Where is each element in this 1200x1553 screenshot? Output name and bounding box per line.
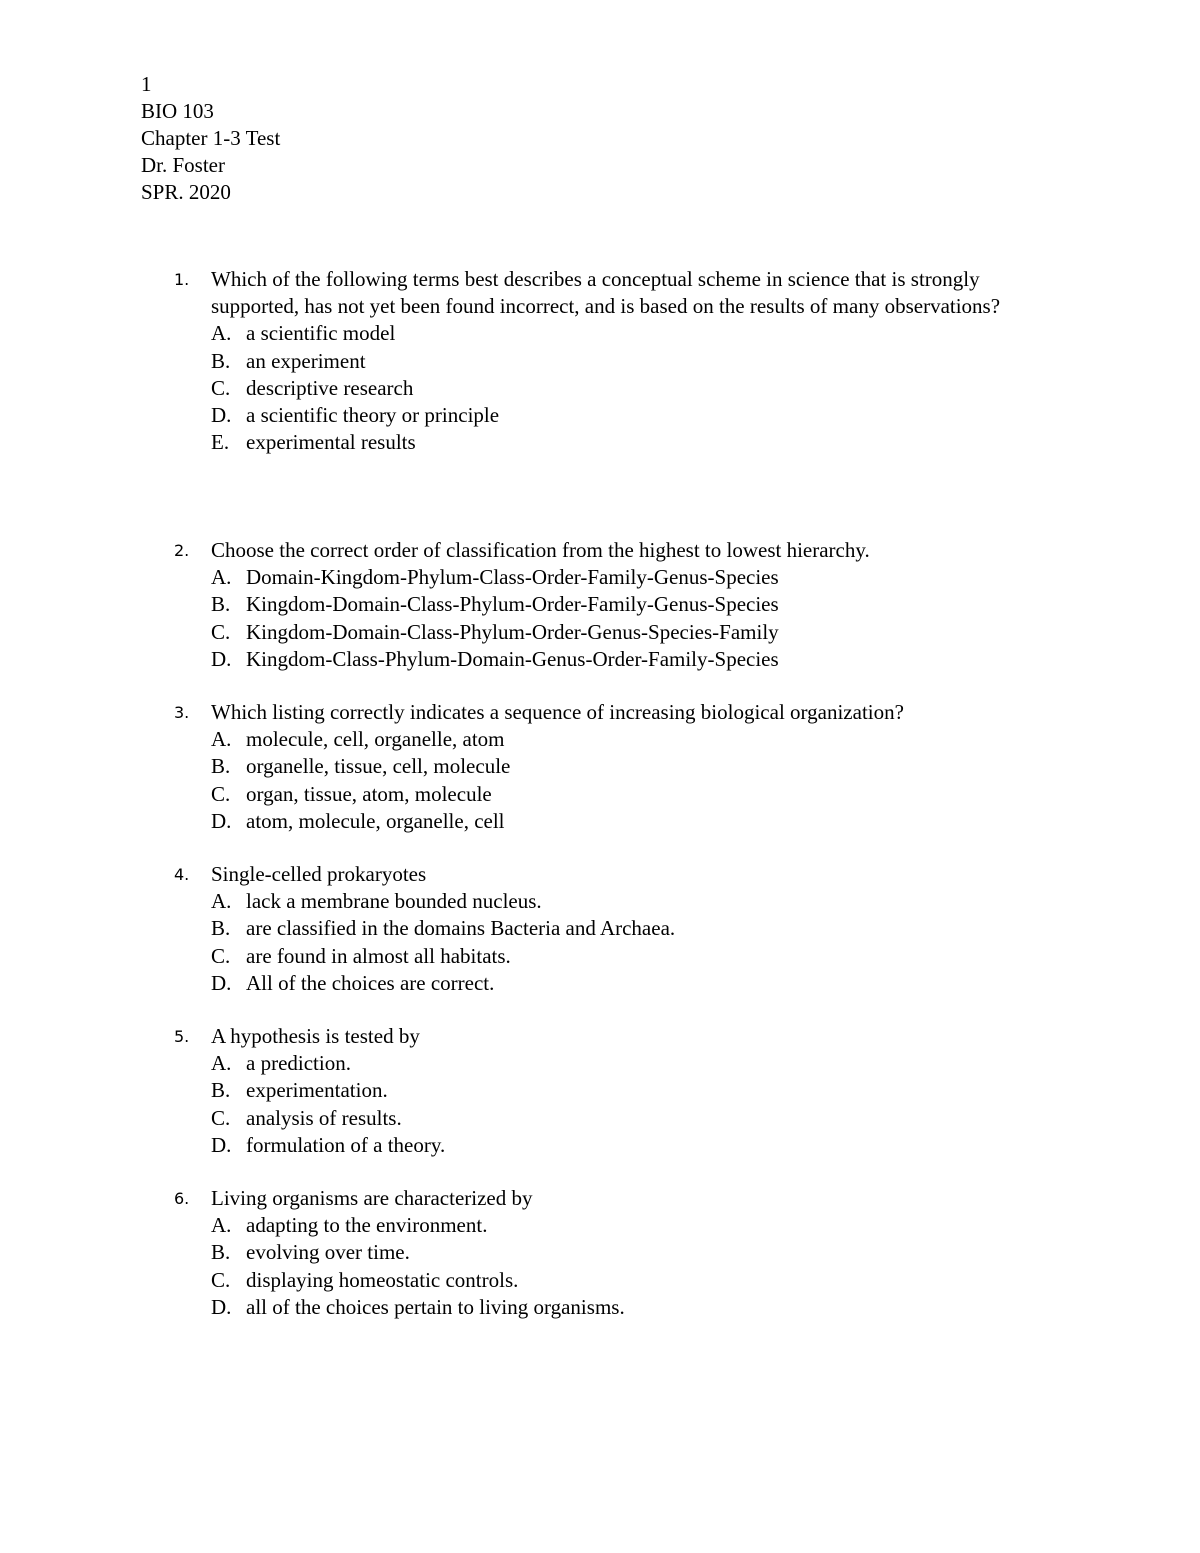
option-letter: A.	[211, 1213, 232, 1238]
option-letter: B.	[211, 1240, 231, 1265]
answer-option	[211, 970, 1200, 997]
option-text: a scientific model	[246, 321, 396, 346]
test-header	[141, 71, 280, 206]
option-letter: D.	[211, 970, 232, 995]
option-text: Kingdom-Domain-Class-Phylum-Order-Genus-Species-Family	[246, 619, 779, 644]
option-text: experimentation.	[246, 1078, 388, 1103]
answer-option	[211, 646, 1200, 673]
answer-option	[211, 888, 1200, 915]
answer-option	[211, 1239, 1200, 1266]
option-text: descriptive research	[246, 375, 414, 400]
option-text: formulation of a theory.	[246, 1132, 446, 1157]
option-text: evolving over time.	[246, 1240, 410, 1265]
answer-option	[211, 429, 1200, 456]
option-letter: C.	[211, 1105, 231, 1130]
test-title: Chapter 1-3 Test	[141, 126, 281, 150]
answer-option	[211, 564, 1200, 591]
answer-option	[211, 808, 1200, 835]
option-letter: E.	[211, 430, 230, 455]
option-letter: B.	[211, 754, 231, 779]
option-letter: A.	[211, 321, 232, 346]
course-code: BIO 103	[141, 99, 214, 123]
answer-option	[211, 915, 1200, 942]
option-text: experimental results	[246, 430, 416, 455]
option-letter: B.	[211, 592, 231, 617]
option-letter: B.	[211, 348, 231, 373]
option-letter: B.	[211, 916, 231, 941]
option-text: a scientific theory or principle	[246, 403, 500, 428]
answer-option	[211, 753, 1200, 780]
option-text: atom, molecule, organelle, cell	[246, 808, 505, 833]
question-number: 1.	[174, 270, 190, 289]
term: SPR. 2020	[141, 180, 231, 204]
question-text: A hypothesis is tested by	[211, 1024, 420, 1048]
question-5	[0, 1023, 1200, 1159]
option-text: a prediction.	[246, 1051, 351, 1076]
option-letter: D.	[211, 1132, 232, 1157]
option-letter: C.	[211, 943, 231, 968]
answer-option	[211, 1294, 1200, 1321]
question-text: Living organisms are characterized by	[211, 1186, 533, 1210]
page-number: 1	[141, 72, 152, 96]
option-letter: D.	[211, 1294, 232, 1319]
question-4	[0, 861, 1200, 997]
answer-option	[211, 348, 1200, 375]
option-text: adapting to the environment.	[246, 1213, 488, 1238]
option-letter: A.	[211, 565, 232, 590]
option-text: are found in almost all habitats.	[246, 943, 511, 968]
option-letter: A.	[211, 727, 232, 752]
answer-option	[211, 943, 1200, 970]
question-number: 6.	[174, 1189, 190, 1208]
question-number: 3.	[174, 703, 190, 722]
option-letter: C.	[211, 1267, 231, 1292]
option-text: Kingdom-Domain-Class-Phylum-Order-Family-Genus-Species	[246, 592, 779, 617]
option-text: lack a membrane bounded nucleus.	[246, 889, 542, 914]
answer-option	[211, 1132, 1200, 1159]
option-text: organ, tissue, atom, molecule	[246, 781, 492, 806]
answer-option	[211, 1212, 1200, 1239]
question-2	[0, 537, 1200, 673]
instructor-name: Dr. Foster	[141, 153, 225, 177]
option-letter: D.	[211, 808, 232, 833]
question-number: 4.	[174, 865, 190, 884]
option-letter: D.	[211, 646, 232, 671]
answer-option	[211, 781, 1200, 808]
option-letter: A.	[211, 889, 232, 914]
answer-option	[211, 591, 1200, 618]
question-6	[0, 1185, 1200, 1321]
option-text: displaying homeostatic controls.	[246, 1267, 519, 1292]
answer-option	[211, 402, 1200, 429]
question-1	[0, 266, 1200, 456]
answer-option	[211, 1077, 1200, 1104]
answer-option	[211, 1267, 1200, 1294]
option-letter: A.	[211, 1051, 232, 1076]
option-letter: D.	[211, 403, 232, 428]
option-text: molecule, cell, organelle, atom	[246, 727, 505, 752]
question-text: Which listing correctly indicates a sequence of increasing biological organization?	[211, 700, 904, 724]
question-text: Choose the correct order of classification from the highest to lowest hierarchy.	[211, 538, 870, 562]
answer-option	[211, 726, 1200, 753]
option-text: all of the choices pertain to living organisms.	[246, 1294, 625, 1319]
option-letter: B.	[211, 1078, 231, 1103]
question-text: Which of the following terms best describes a conceptual scheme in science that is strongly supported, has not yet been found incorrect, and is based on the results of many observations?	[211, 267, 1001, 319]
answer-option	[211, 1105, 1200, 1132]
option-text: an experiment	[246, 348, 366, 373]
option-letter: C.	[211, 781, 231, 806]
question-3	[0, 699, 1200, 835]
option-text: analysis of results.	[246, 1105, 402, 1130]
answer-option	[211, 1050, 1200, 1077]
option-text: are classified in the domains Bacteria and Archaea.	[246, 916, 676, 941]
option-text: organelle, tissue, cell, molecule	[246, 754, 511, 779]
option-text: All of the choices are correct.	[246, 970, 495, 995]
answer-option	[211, 375, 1200, 402]
question-text: Single-celled prokaryotes	[211, 862, 427, 886]
option-text: Kingdom-Class-Phylum-Domain-Genus-Order-Family-Species	[246, 646, 779, 671]
question-number: 5.	[174, 1027, 190, 1046]
answer-option	[211, 320, 1200, 347]
answer-option	[211, 619, 1200, 646]
option-text: Domain-Kingdom-Phylum-Class-Order-Family-Genus-Species	[246, 565, 779, 590]
option-letter: C.	[211, 619, 231, 644]
option-letter: C.	[211, 375, 231, 400]
question-number: 2.	[174, 541, 190, 560]
